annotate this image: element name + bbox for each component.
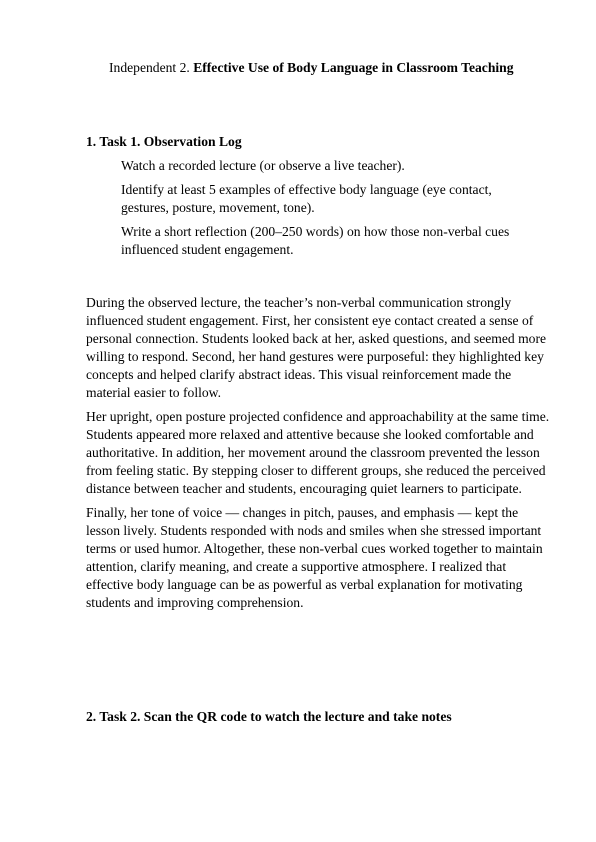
title-prefix: Independent 2. (109, 60, 194, 75)
reflection-paragraph: Her upright, open posture projected confidence and approachability at the same time. Students appeared more relaxed and attentive because she looked comfortable and authoritative. In addition, her movement around the classroom prevented the lesson from feeling static. By stepping closer to different groups, she reduced the perceived distance between teacher and students, encouraging quiet learners to participate. (86, 409, 550, 496)
reflection-text (86, 294, 550, 618)
task2-heading: 2. Task 2. Scan the QR code to watch the lecture and take notes (86, 709, 452, 724)
document-title (109, 59, 514, 77)
task1-instruction-item: Identify at least 5 examples of effective body language (eye contact, gestures, posture, movement, tone). (121, 182, 492, 215)
reflection-paragraph: During the observed lecture, the teacher’s non-verbal communication strongly influenced student engagement. First, her consistent eye contact created a sense of personal connection. Students looked back at her, asked questions, and seemed more willing to respond. Second, her hand gestures were purposeful: they highlighted key concepts and helped clarify abstract ideas. This visual reinforcement made the material easier to follow. (86, 295, 547, 400)
reflection-paragraph: Finally, her tone of voice — changes in pitch, pauses, and emphasis — kept the lesson lively. Students responded with nods and smiles when she stressed important terms or used humor. Altogether, these non-verbal cues worked together to maintain attention, clarify meaning, and create a supportive atmosphere. I realized that effective body language can be as powerful as verbal explanation for motivating students and improving comprehension. (86, 505, 543, 610)
title-main: Effective Use of Body Language in Classroom Teaching (193, 60, 514, 75)
task1-instruction-item: Write a short reflection (200–250 words) on how those non-verbal cues influenced student engagement. (121, 224, 510, 257)
task1-heading: 1. Task 1. Observation Log (86, 134, 242, 149)
task1-instructions (121, 157, 531, 265)
task1-instruction-item: Watch a recorded lecture (or observe a live teacher). (121, 158, 405, 173)
